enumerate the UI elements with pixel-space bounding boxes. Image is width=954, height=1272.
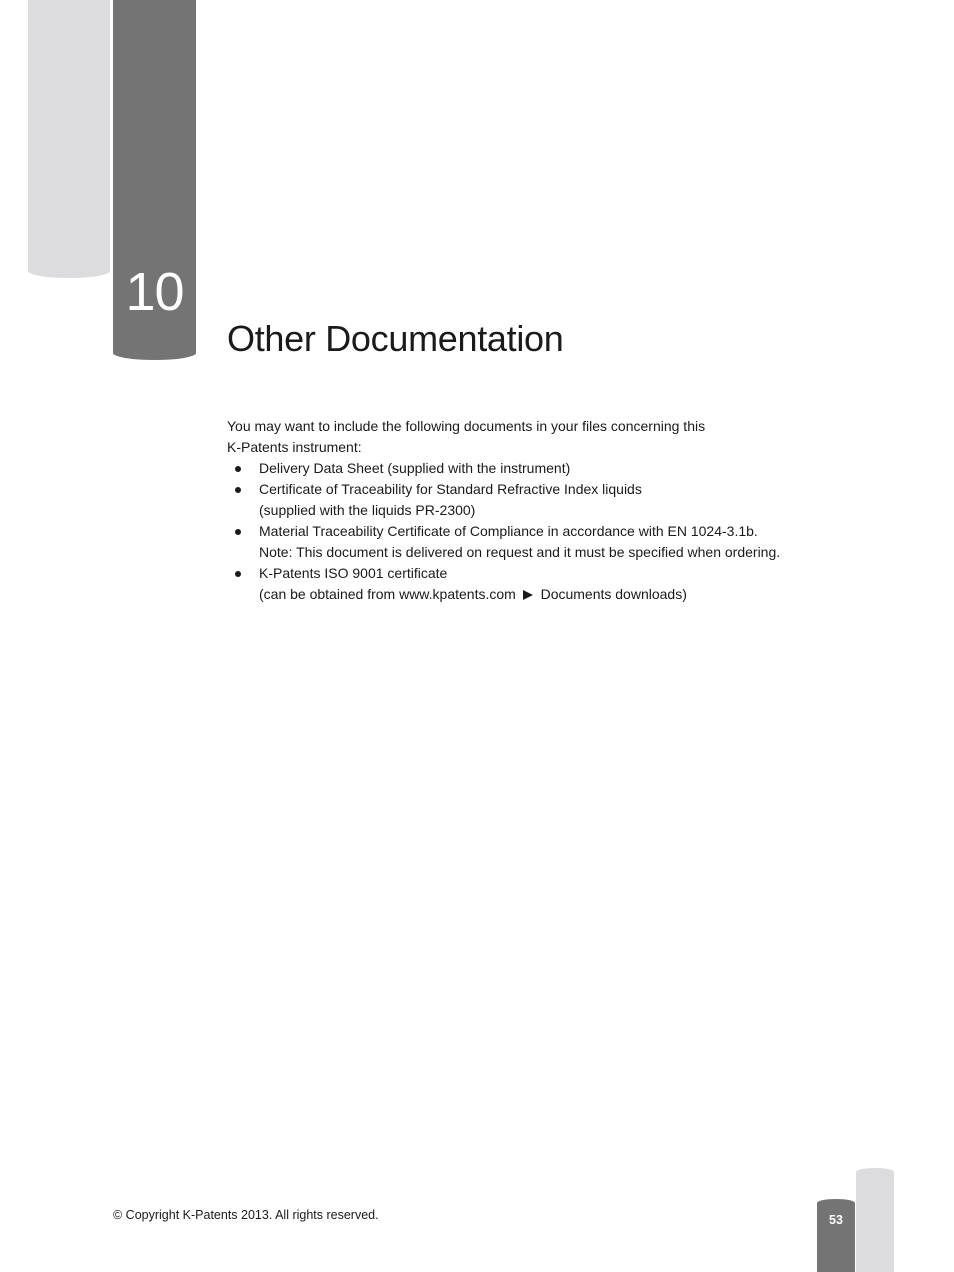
chapter-number: 10 xyxy=(125,262,184,322)
list-item-note: Note: This document is delivered on request and it must be specified when ordering. xyxy=(259,544,781,560)
list-item-text: Material Traceability Certificate of Compliance in accordance with EN 1024-3.1b. xyxy=(259,523,758,539)
right-pointing-triangle-icon xyxy=(523,590,533,600)
intro-line: You may want to include the following documents in your files concerning this xyxy=(227,418,706,434)
list-item xyxy=(227,458,847,479)
chapter-body xyxy=(227,416,847,605)
website-reference: (can be obtained from www.kpatents.com xyxy=(259,586,516,602)
list-item xyxy=(227,479,847,521)
list-item xyxy=(227,521,847,563)
footer-tab-light xyxy=(856,1168,894,1272)
chapter-title: Other Documentation xyxy=(227,318,564,359)
footer-tab-dark xyxy=(817,1199,855,1272)
list-item-text: Certificate of Traceability for Standard Refractive Index liquids xyxy=(259,481,642,497)
list-item xyxy=(227,563,847,605)
documents-list xyxy=(227,458,847,605)
bullet-icon xyxy=(235,487,241,493)
list-item-text: K-Patents ISO 9001 certificate xyxy=(259,565,448,581)
footer-copyright: © Copyright K-Patents 2013. All rights reserved. xyxy=(113,1208,379,1222)
list-item-text xyxy=(259,584,847,605)
bullet-icon xyxy=(235,466,241,472)
bullet-icon xyxy=(235,529,241,535)
list-item-text: Delivery Data Sheet (supplied with the instrument) xyxy=(259,460,571,476)
page-number: 53 xyxy=(829,1213,843,1227)
intro-line: K-Patents instrument: xyxy=(227,439,362,455)
downloads-reference: Documents downloads) xyxy=(540,586,687,602)
chapter-tab-light xyxy=(28,0,110,278)
intro-paragraph xyxy=(227,416,847,458)
bullet-icon xyxy=(235,571,241,577)
list-item-text: (supplied with the liquids PR-2300) xyxy=(259,502,476,518)
